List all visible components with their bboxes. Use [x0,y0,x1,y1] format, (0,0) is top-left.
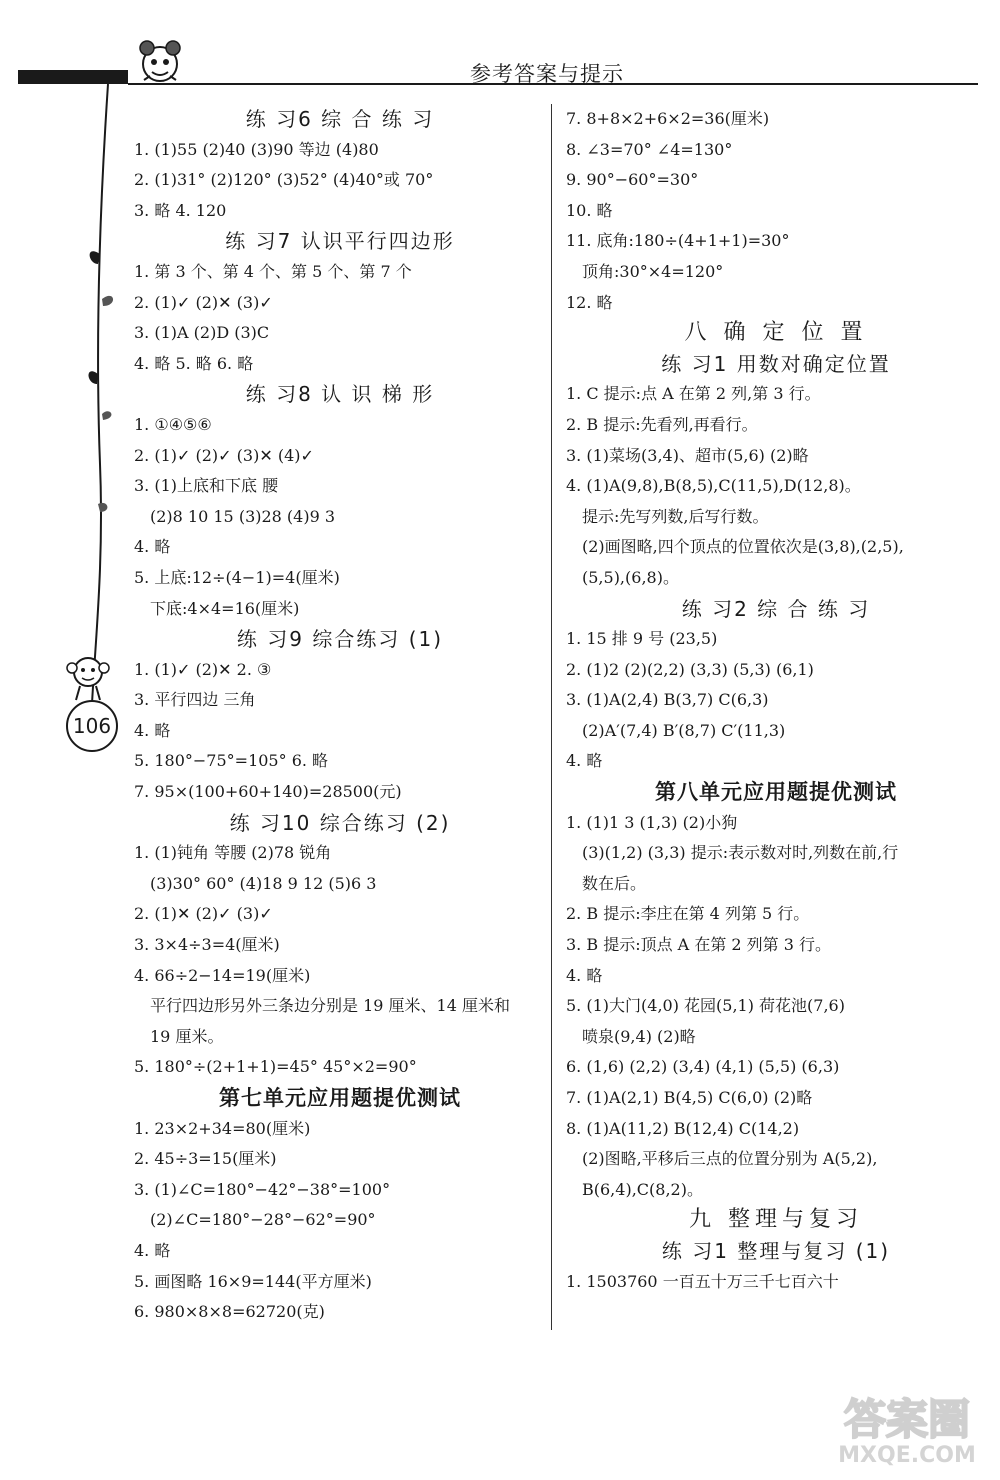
left-answer-line: 4. 66÷2−14=19(厘米) [134,965,311,985]
right-answer-line: 数在后。 [582,873,647,893]
left-heading: 第七单元应用题提优测试 [219,1086,461,1110]
left-column [134,104,546,1328]
left-answer-line: 2. (1)✓ (2)✕ (3)✓ [134,292,273,312]
left-answer-line: 4. 略 [134,720,171,740]
left-answer-line: 1. (1)✓ (2)✕ 2. ③ [134,659,272,679]
right-answer-line: 1. C 提示:点 A 在第 2 列,第 3 行。 [566,384,821,404]
left-answer-line: 2. (1)✕ (2)✓ (3)✓ [134,904,273,924]
left-heading: 练 习8 认 识 梯 形 [245,382,435,407]
column-divider [551,104,552,1330]
right-answer-line: 6. (1,6) (2,2) (3,4) (4,1) (5,5) (6,3) [566,1057,840,1077]
left-answer-line: 4. 略 5. 略 6. 略 [134,353,254,373]
left-heading: 练 习9 综合练习 (1) [236,627,444,652]
cartoon-mascot-icon [134,36,186,88]
right-column [566,104,986,1297]
right-answer-line: B(6,4),C(8,2)。 [582,1179,703,1199]
left-answer-line: 下底:4×4=16(厘米) [150,598,300,618]
left-answer-line: 1. (1)钝角 等腰 (2)78 锐角 [134,843,332,863]
watermark-logo [822,1390,992,1470]
left-answer-line: 7. 95×(100+60+140)=28500(元) [134,782,402,802]
right-answer-line: 喷泉(9,4) (2)略 [582,1026,696,1046]
left-answer-line: (2)∠C=180°−28°−62°=90° [150,1210,376,1230]
left-answer-line: 6. 980×8×8=62720(克) [134,1302,325,1322]
left-answer-line: 3. (1)∠C=180°−42°−38°=100° [134,1179,391,1199]
left-answer-line: 5. 180°÷(2+1+1)=45° 45°×2=90° [134,1057,417,1077]
right-answer-line: 1. 15 排 9 号 (23,5) [566,629,718,649]
left-answer-line: 1. ①④⑤⑥ [134,414,212,434]
left-answer-line: 1. (1)55 (2)40 (3)90 等边 (4)80 [134,139,379,159]
right-answer-line: 3. B 提示:顶点 A 在第 2 列第 3 行。 [566,935,832,955]
left-answer-line: (2)8 10 15 (3)28 (4)9 3 [150,506,336,526]
right-answer-line: 9. 90°−60°=30° [566,170,699,190]
left-answer-line: 4. 略 [134,1240,171,1260]
right-answer-line: 4. 略 [566,965,603,985]
right-answer-line: (2)画图略,四个顶点的位置依次是(3,8),(2,5), [582,537,904,557]
left-answer-line: 19 厘米。 [150,1026,224,1046]
right-answer-line: 4. 略 [566,751,603,771]
right-answer-line: (3)(1,2) (3,3) 提示:表示数对时,列数在前,行 [582,843,899,863]
left-answer-line: 3. 3×4÷3=4(厘米) [134,935,280,955]
monkey-mascot-icon [58,648,118,706]
right-answer-line: 2. (1)2 (2)(2,2) (3,3) (5,3) (6,1) [566,659,814,679]
right-heading: 九 整理与复习 [689,1207,863,1233]
right-answer-line: 1. 1503760 一百五十万三千七百六十 [566,1271,839,1291]
header-bar [18,70,128,84]
left-answer-line: 平行四边形另外三条边分别是 19 厘米、14 厘米和 [150,996,510,1016]
right-heading: 第八单元应用题提优测试 [655,780,897,805]
right-answer-line: 1. (1)1 3 (1,3) (2)小狗 [566,812,738,832]
left-answer-line: 4. 略 [134,537,171,557]
right-answer-line: 7. 8+8×2+6×2=36(厘米) [566,109,770,128]
left-heading: 练 习6 综 合 练 习 [245,107,435,131]
right-answer-line: 2. B 提示:先看列,再看行。 [566,414,758,434]
left-answer-line: 5. 画图略 16×9=144(平方厘米) [134,1271,372,1291]
left-answer-line: 3. (1)A (2)D (3)C [134,323,270,343]
svg-text:答案圈: 答案圈 [843,1395,971,1444]
right-answer-line: 11. 底角:180÷(4+1+1)=30° [566,231,790,251]
right-answer-line: 提示:先写列数,后写行数。 [582,506,769,526]
left-answer-line: 5. 上底:12÷(4−1)=4(厘米) [134,567,340,587]
left-answer-line: 3. (1)上底和下底 腰 [134,476,279,496]
right-answer-line: (5,5),(6,8)。 [582,567,679,587]
left-answer-line: 3. 平行四边 三角 [134,690,256,710]
right-answer-line: 8. (1)A(11,2) B(12,4) C(14,2) [566,1118,800,1138]
left-answer-line: 1. 23×2+34=80(厘米) [134,1118,311,1138]
page-header-title: 参考答案与提示 [470,62,624,86]
right-heading: 练 习1 用数对确定位置 [661,351,891,376]
right-answer-line: 3. (1)菜场(3,4)、超市(5,6) (2)略 [566,445,809,465]
right-answer-line: 8. ∠3=70° ∠4=130° [566,139,733,159]
right-answer-line: 5. (1)大门(4,0) 花园(5,1) 荷花池(7,6) [566,996,845,1016]
right-heading: 八 确 定 位 置 [684,320,868,346]
left-answer-line: 2. (1)31° (2)120° (3)52° (4)40°或 70° [134,170,434,190]
right-heading: 练 习2 综 合 练 习 [681,596,871,621]
right-answer-line: 4. (1)A(9,8),B(8,5),C(11,5),D(12,8)。 [566,476,861,496]
right-answer-line: (2)A′(7,4) B′(8,7) C′(11,3) [582,720,786,740]
svg-text:MXQE.COM: MXQE.COM [838,1443,976,1468]
page-number: 106 [66,700,118,752]
right-answer-line: 12. 略 [566,292,613,312]
right-answer-line: 3. (1)A(2,4) B(3,7) C(6,3) [566,690,769,710]
left-answer-line: 3. 略 4. 120 [134,200,227,220]
left-heading: 练 习7 认识平行四边形 [225,229,455,254]
right-answer-line: (2)图略,平移后三点的位置分别为 A(5,2), [582,1149,878,1169]
left-answer-line: 2. (1)✓ (2)✓ (3)✕ (4)✓ [134,445,314,465]
left-answer-line: 1. 第 3 个、第 4 个、第 5 个、第 7 个 [134,261,412,281]
left-answer-line: (3)30° 60° (4)18 9 12 (5)6 3 [150,873,377,893]
right-answer-line: 10. 略 [566,200,613,220]
right-heading: 练 习1 整理与复习 (1) [661,1238,891,1263]
right-answer-line: 顶角:30°×4=120° [582,261,724,281]
right-answer-line: 7. (1)A(2,1) B(4,5) C(6,0) (2)略 [566,1088,813,1107]
right-answer-line: 2. B 提示:李庄在第 4 列第 5 行。 [566,904,810,924]
left-answer-line: 2. 45÷3=15(厘米) [134,1149,277,1169]
left-heading: 练 习10 综合练习 (2) [229,810,451,835]
left-answer-line: 5. 180°−75°=105° 6. 略 [134,751,329,771]
